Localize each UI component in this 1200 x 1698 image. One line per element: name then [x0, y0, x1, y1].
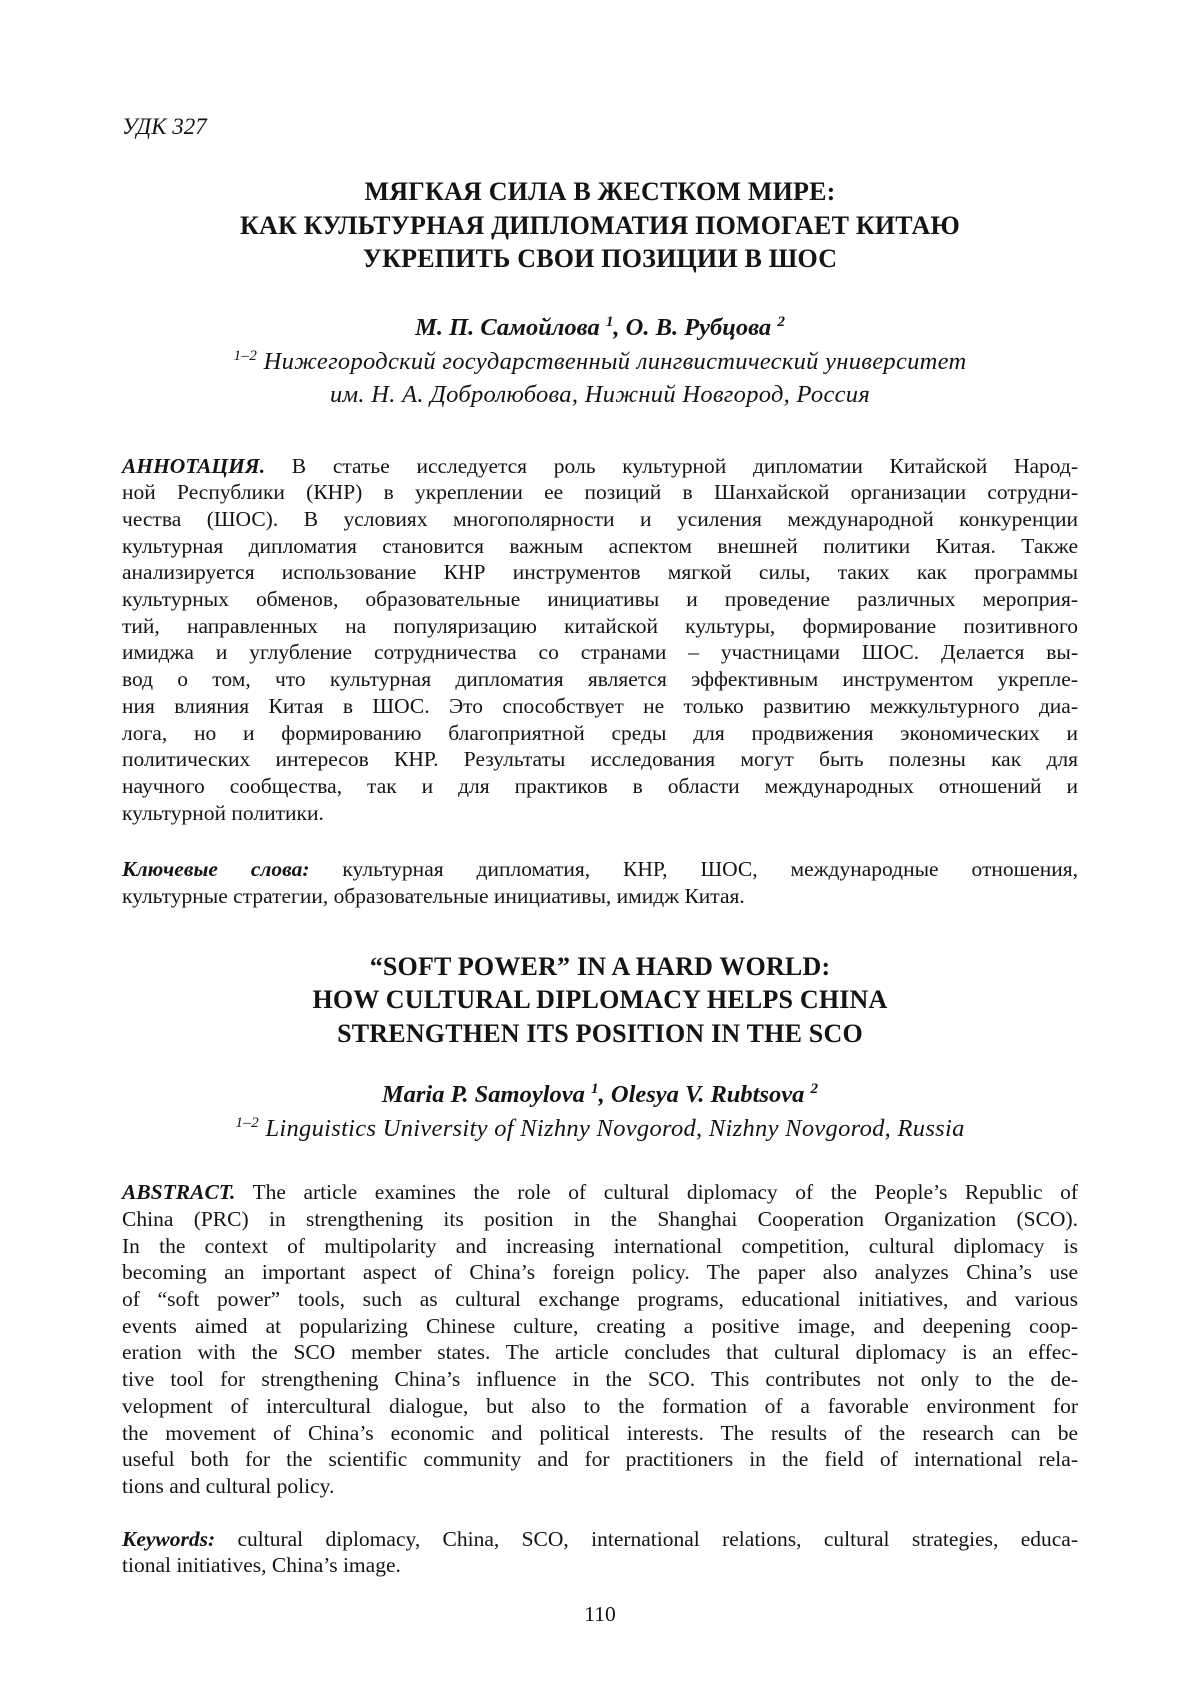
russian-authors: М. П. Самойлова $^1$, О. В. Рубцова $^2$ [415, 312, 785, 341]
russian-abstract: АННОТАЦИЯ. В статье исследуется роль культурной дипломатии Китайской Народ- ной Республики (КНР) в укреплении ее позиций в Шанхайской организации сотрудни- чества (ШОС). В условиях многополярности и усиления международной конкуренции культурная дипломатия становится важным аспектом внешней политики Китая. Также анализируется использование КНР инструментов мягкой силы, таких как программы культурных обменов, образовательные инициативы и проведение различных мероприя- тий, направленных на популяризацию китайской культуры, формирование позитивного имиджа и углубление сотрудничества со странами – участницами ШОС. Делается вы- вод о том, что культурная дипломатия является эффективным инструментом укрепле- ния влияния Китая в ШОС. Это способствует не только развитию межкультурного диа- лога, но и формированию благоприятной среды для продвижения экономических и политических интересов КНР. Результаты исследования могут быть полезны как для научного сообщества, так и для практиков в области международных отношений и культурной политики. [122, 453, 1078, 825]
english-affiliation: $^{1-2}$ Linguistics University of Nizhny Novgorod, Nizhny Novgorod, Russia [235, 1114, 965, 1143]
page-number: 110 [584, 1602, 616, 1627]
russian-affiliation: $^{1-2}$ Нижегородский государственный лингвистический университет им. Н. А. Добролюбова, Нижний Новгород, Россия [233, 346, 967, 408]
russian-keywords: Ключевые слова: культурная дипломатия, КНР, ШОС, международные отношения, культурные стратегии, образовательные инициативы, имидж Китая. [122, 857, 1078, 909]
udc-code: УДК 327 [122, 114, 207, 139]
russian-title: МЯГКАЯ СИЛА В ЖЕСТКОМ МИРЕ: КАК КУЛЬТУРНАЯ ДИПЛОМАТИЯ ПОМОГАЕТ КИТАЮ УКРЕПИТЬ СВОИ ПОЗИЦИИ В ШОС [239, 177, 961, 273]
english-abstract: ABSTRACT. The article examines the role of cultural diplomacy of the People’s Republic of China (PRC) in strengthening its position in the Shanghai Cooperation Organization (SCO). In the context of multipolarity and increasing international competition, cultural diplomacy is becoming an important aspect of China’s foreign policy. The paper also analyzes China’s use of “soft power” tools, such as cultural exchange programs, educational initiatives, and various events aimed at popularizing Chinese culture, creating a positive image, and deepening coop- eration with the SCO member states. The article concludes that cultural diplomacy is an effec- tive tool for strengthening China’s influence in the SCO. This contributes not only to the de- velopment of intercultural dialogue, but also to the formation of a favorable environment for the movement of China’s economic and political interests. The results of the research can be useful both for the scientific community and for practitioners in the field of international rela- tions and cultural policy. [122, 1180, 1078, 1498]
english-authors: Maria P. Samoylova $^1$, Olesya V. Rubtsova $^2$ [381, 1080, 819, 1109]
english-keywords: Keywords: cultural diplomacy, China, SCO, international relations, cultural strategies, educa- tional initiatives, China’s image. [122, 1526, 1078, 1578]
english-title: “SOFT POWER” IN A HARD WORLD: HOW CULTURAL DIPLOMACY HELPS CHINA STRENGTHEN ITS POSITION IN THE SCO [312, 951, 888, 1048]
